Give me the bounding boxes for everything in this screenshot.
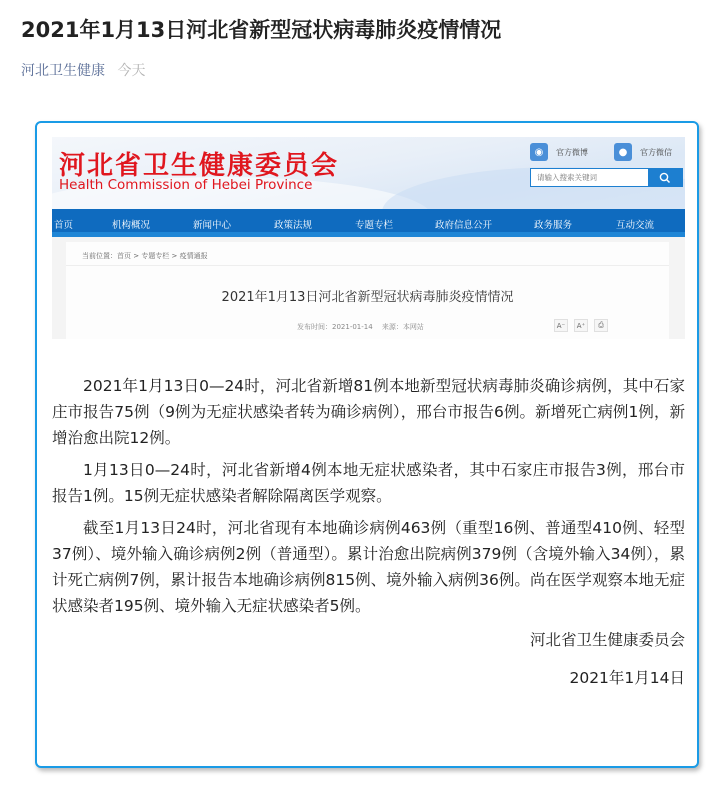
font-increase-icon: A⁺ <box>574 319 588 332</box>
paragraph-asymptomatic: 1月13日0—24时，河北省新增4例本地无症状感染者，其中石家庄市报告3例，邢台市报告1例。15例无症状感染者解除隔离医学观察。 <box>52 461 685 505</box>
site-logo-en: Health Commission of Hebei Province <box>59 177 313 193</box>
site-tools <box>554 319 608 332</box>
print-icon: ⎙ <box>594 319 608 332</box>
nav-item-organization: 机构概况 <box>112 220 151 231</box>
article-meta <box>21 60 145 80</box>
nav-item-home: 首页 <box>54 220 74 231</box>
site-nav-bar <box>52 209 685 237</box>
search-icon <box>648 169 682 186</box>
article-title: 2021年1月13日河北省新型冠状病毒肺炎疫情情况 <box>21 18 502 42</box>
nav-item-news: 新闻中心 <box>193 220 232 231</box>
site-page-title: 2021年1月13日河北省新型冠状病毒肺炎疫情情况 <box>221 290 514 305</box>
content-card <box>35 121 699 768</box>
nav-item-policy: 政策法规 <box>274 220 313 231</box>
website-screenshot-image[interactable] <box>52 137 685 339</box>
wechat-label: 官方微信 <box>640 147 672 157</box>
site-page-body <box>66 242 669 339</box>
weibo-label: 官方微博 <box>556 147 588 157</box>
site-banner <box>52 137 685 209</box>
nav-item-gov-info: 政府信息公开 <box>435 220 493 231</box>
site-logo-cn: 河北省卫生健康委员会 <box>59 151 340 181</box>
breadcrumb: 当前位置：首页 > 专题专栏 > 疫情通报 <box>82 252 208 260</box>
site-publish-meta: 发布时间：2021-01-14 来源：本网站 <box>297 323 424 331</box>
article-body <box>52 373 685 703</box>
wechat-icon: ● <box>614 143 632 161</box>
site-search-box <box>530 168 683 187</box>
nav-item-interaction: 互动交流 <box>616 220 655 231</box>
sign-date: 2021年1月14日 <box>569 669 685 687</box>
nav-item-gov-service: 政务服务 <box>534 220 573 231</box>
official-wechat-link <box>614 143 672 161</box>
paragraph-new-cases: 2021年1月13日0—24时，河北省新增81例本地新型冠状病毒肺炎确诊病例，其中石家庄市报告75例（9例为无症状感染者转为确诊病例），邢台市报告6例。新增死亡病例1例，新增治愈出院12例。 <box>52 377 685 447</box>
paragraph-cumulative: 截至1月13日24时，河北省现有本地确诊病例463例（重型16例、普通型410例、轻型37例）、境外输入确诊病例2例（普通型）。累计治愈出院病例379例（含境外输入34例），累计死亡病例7例，累计报告本地确诊病例815例、境外输入病例36例。尚在医学观察本地无症状感染者195例、境外输入无症状感染者5例。 <box>52 519 685 615</box>
font-decrease-icon: A⁻ <box>554 319 568 332</box>
weibo-icon: ◉ <box>530 143 548 161</box>
nav-item-special: 专题专栏 <box>355 220 394 231</box>
official-weibo-link <box>530 143 588 161</box>
site-search-input <box>531 169 648 186</box>
account-name-link[interactable]: 河北卫生健康 <box>21 63 105 79</box>
publish-date: 今天 <box>117 63 146 79</box>
signature: 河北省卫生健康委员会 <box>529 631 685 649</box>
